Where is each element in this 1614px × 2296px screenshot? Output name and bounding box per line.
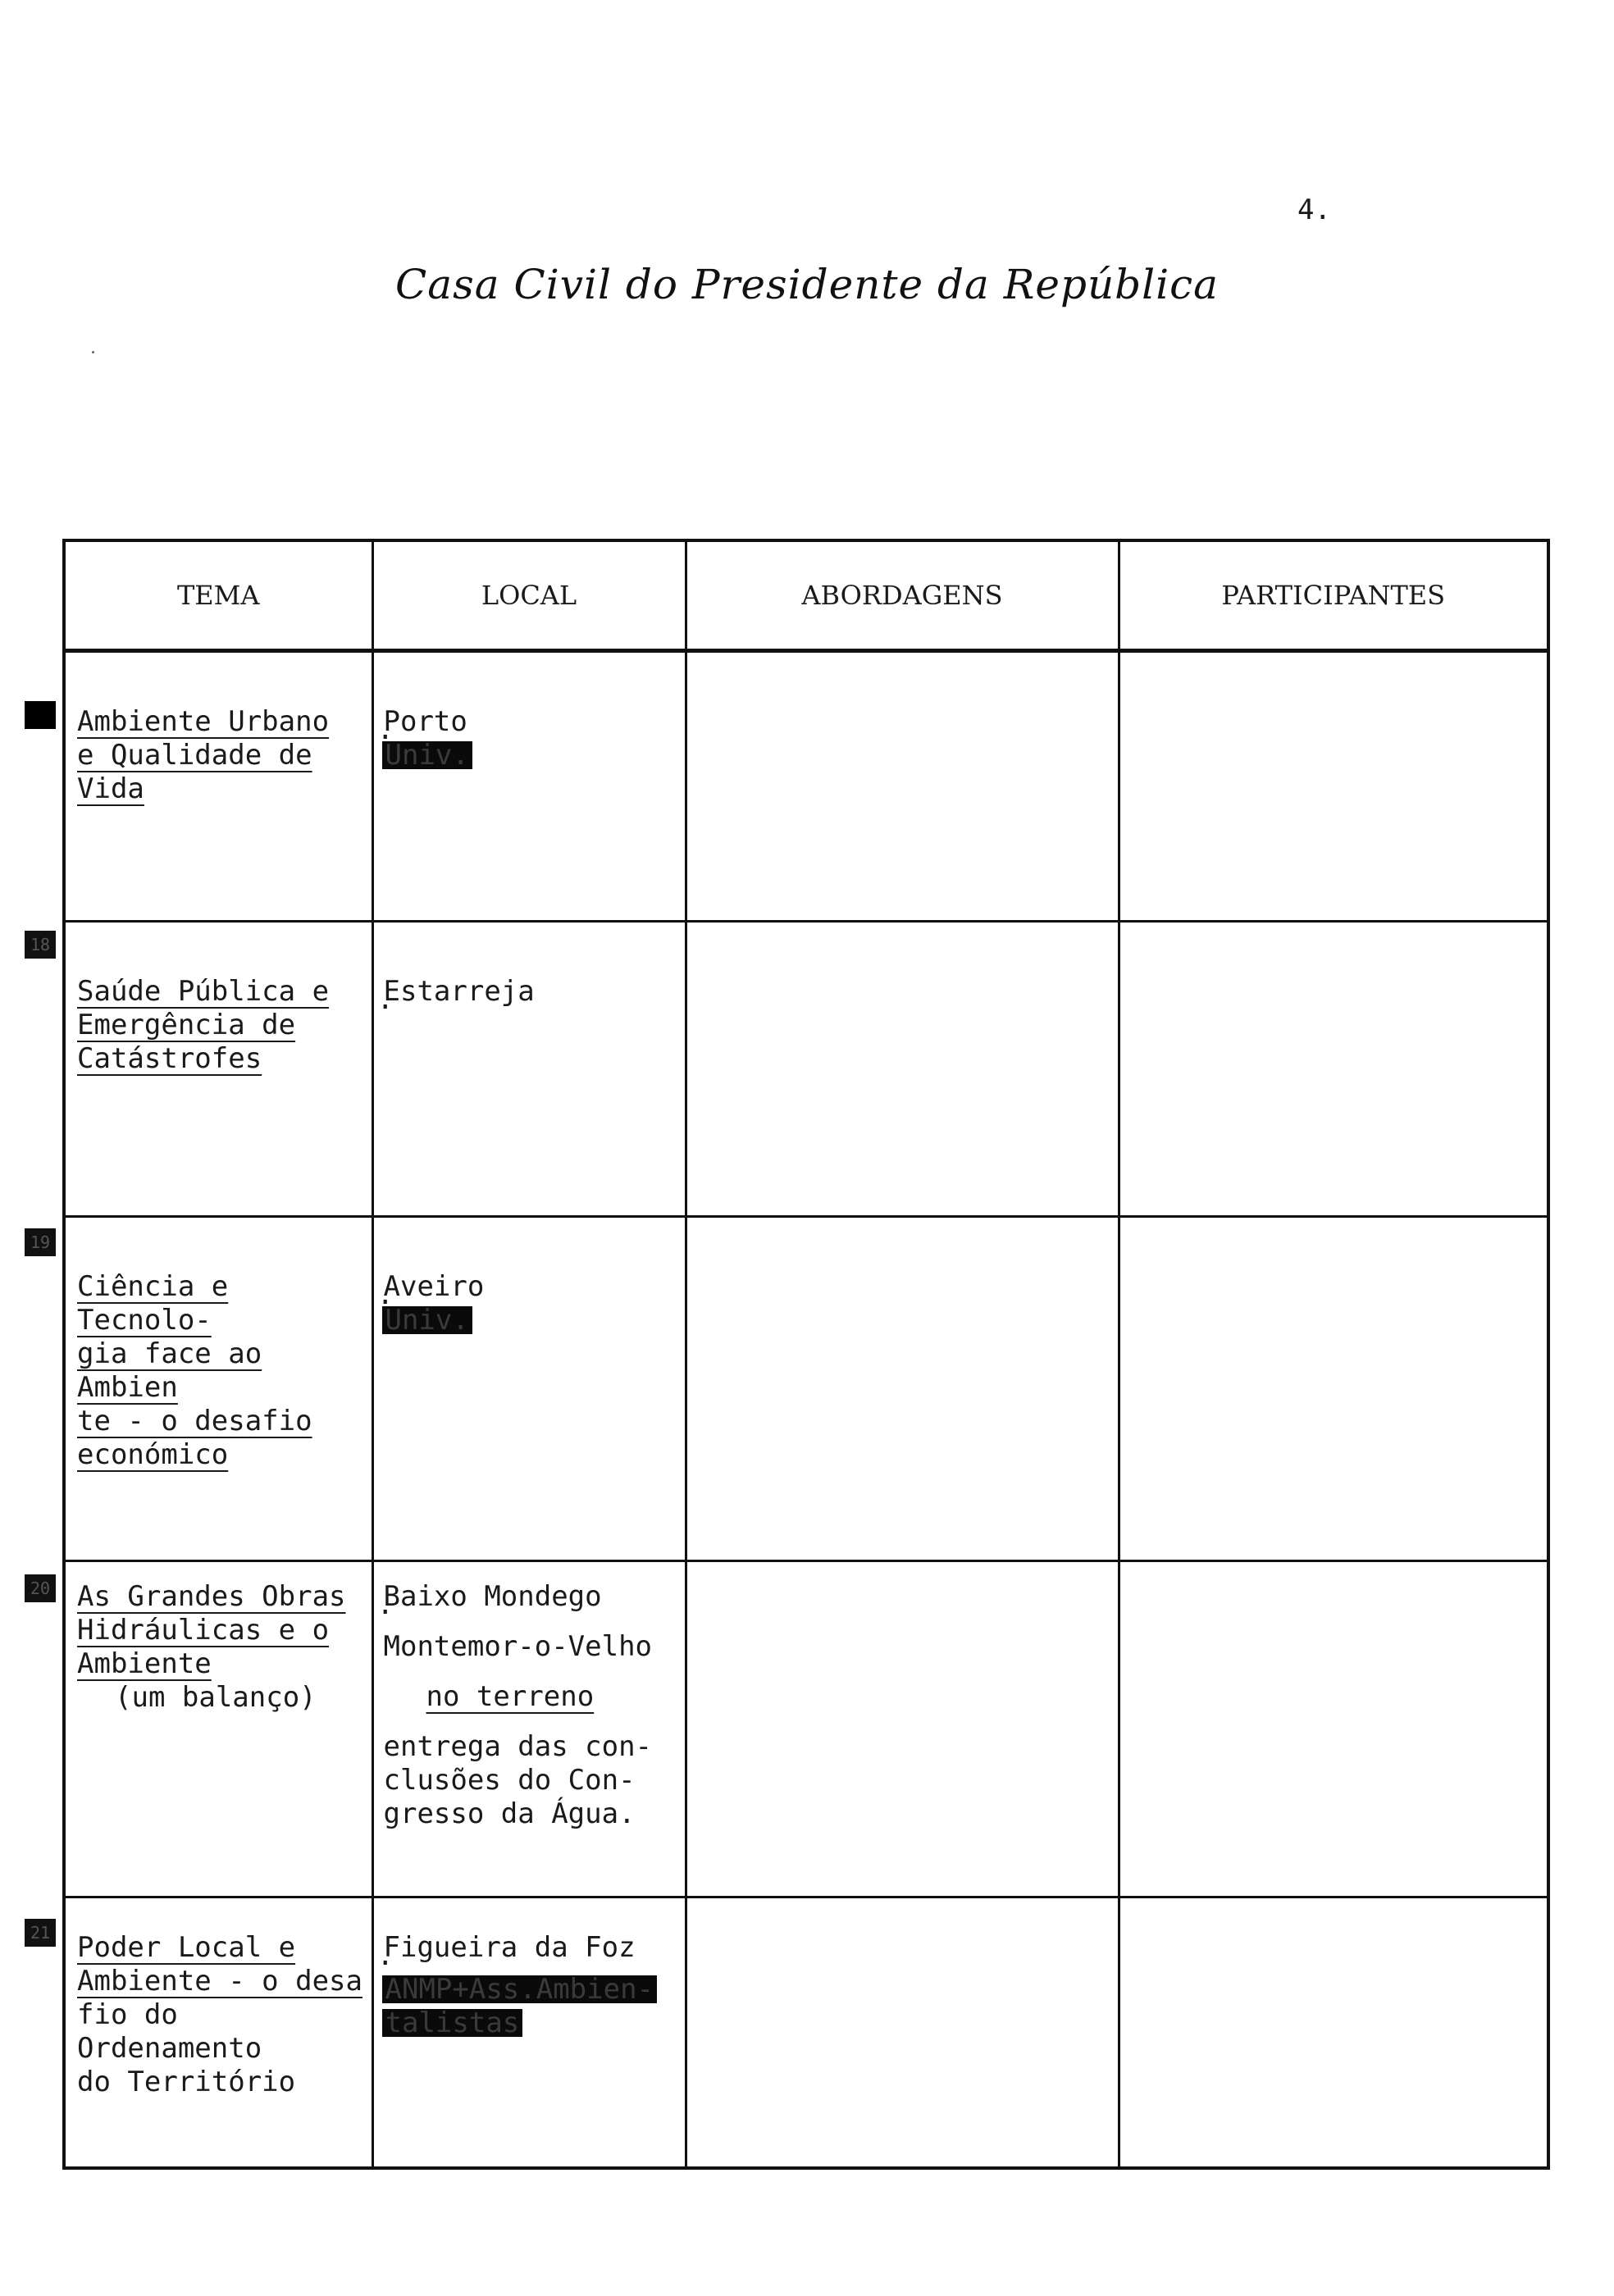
theme-text: Saúde Pública e (77, 975, 330, 1008)
margin-mark-3: 19 (25, 1228, 56, 1256)
approach-cell (686, 922, 1119, 1217)
table-row (64, 1897, 1548, 2168)
margin-mark-5: 21 (25, 1919, 56, 1947)
table-row (64, 1561, 1548, 1897)
page-number: 4. (1297, 194, 1331, 226)
local-cell (372, 1897, 686, 2168)
approach-cell (686, 651, 1119, 922)
local-cell (372, 922, 686, 1217)
theme-text: fio do Ordenamento (77, 1998, 262, 2065)
participants-cell (1119, 651, 1548, 922)
local-text: . Aveiro (382, 1270, 677, 1304)
theme-text: do Território (77, 2066, 296, 2098)
approach-cell (686, 1561, 1119, 1897)
redacted-text: Univ. (382, 741, 472, 769)
local-text: Montemor-o-Velho (383, 1630, 653, 1663)
schedule-table (62, 539, 1550, 2170)
theme-text: Emergência de (77, 1009, 296, 1041)
theme-cell (64, 1561, 372, 1897)
theme-text: te - o desafio (77, 1405, 312, 1437)
header-local: LOCAL (372, 540, 686, 651)
theme-cell (64, 1897, 372, 2168)
table-row (64, 1217, 1548, 1561)
local-text: no terreno (426, 1680, 595, 1713)
theme-text: Hidráulicas e o (77, 1614, 330, 1647)
participants-cell (1119, 1561, 1548, 1897)
participants-cell (1119, 922, 1548, 1217)
redacted-text: Univ. (382, 1306, 472, 1334)
margin-mark-2: 18 (25, 931, 56, 959)
redacted-text: talistas (382, 2009, 523, 2037)
theme-text: e Qualidade de (77, 739, 312, 772)
theme-text: As Grandes Obras (77, 1580, 346, 1613)
theme-text: Ambiente (77, 1647, 212, 1680)
theme-cell (64, 922, 372, 1217)
approach-cell (686, 1217, 1119, 1561)
local-text: . Figueira da Foz (382, 1931, 677, 1965)
stray-mark (92, 351, 94, 353)
local-text: . Baixo Mondego (382, 1580, 677, 1614)
header-participantes: PARTICIPANTES (1119, 540, 1548, 651)
redacted-text: ANMP+Ass.Ambien- (382, 1975, 658, 2003)
approach-cell (686, 1897, 1119, 2168)
letterhead: Casa Civil do Presidente da República (395, 261, 1219, 308)
header-abordagens: ABORDAGENS (686, 540, 1119, 651)
theme-text: Catástrofes (77, 1042, 262, 1075)
local-text: . Estarreja (382, 975, 677, 1009)
theme-text: (um balanço) (115, 1681, 317, 1714)
participants-cell (1119, 1897, 1548, 2168)
participants-cell (1119, 1217, 1548, 1561)
margin-mark-1 (25, 701, 56, 729)
header-row (64, 540, 1548, 651)
local-cell (372, 1217, 686, 1561)
margin-mark-4: 20 (25, 1574, 56, 1602)
local-text: entrega das con- (383, 1730, 653, 1763)
local-cell (372, 651, 686, 922)
table-row (64, 922, 1548, 1217)
theme-text: Ambiente Urbano (77, 705, 330, 738)
theme-text: Vida (77, 772, 144, 805)
theme-text: económico (77, 1438, 229, 1471)
header-tema: TEMA (64, 540, 372, 651)
theme-text: Ciência e Tecnolo- (77, 1270, 229, 1337)
theme-cell (64, 651, 372, 922)
theme-text: Ambiente - o desa (77, 1965, 362, 1998)
local-cell (372, 1561, 686, 1897)
local-text: clusões do Con- (383, 1764, 636, 1797)
local-text: gresso da Água. (383, 1797, 636, 1830)
table-row (64, 651, 1548, 922)
theme-text: gia face ao Ambien (77, 1337, 262, 1404)
theme-cell (64, 1217, 372, 1561)
local-text: . Porto (382, 705, 677, 739)
theme-text: Poder Local e (77, 1931, 296, 1964)
